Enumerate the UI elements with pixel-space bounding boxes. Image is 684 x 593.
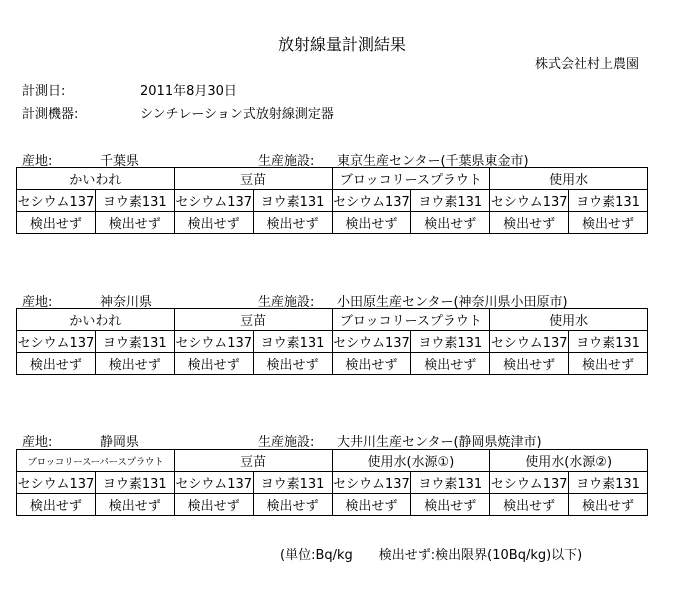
result-cell: 検出せず: [253, 494, 332, 516]
company-name: 株式会社村上農園: [534, 57, 639, 72]
facility-value: 大井川生産センター(静岡県焼津市): [337, 435, 542, 450]
product-header: 使用水: [490, 168, 648, 190]
product-header: 豆苗: [174, 168, 332, 190]
product-header: かいわれ: [17, 168, 175, 190]
iodine-header: ヨウ素131: [569, 331, 648, 353]
result-cell: 検出せず: [95, 353, 174, 375]
device-label: 計測機器:: [22, 107, 79, 122]
result-cell: 検出せず: [332, 494, 411, 516]
result-cell: 検出せず: [253, 212, 332, 234]
iodine-header: ヨウ素131: [411, 190, 490, 212]
iodine-header: ヨウ素131: [95, 331, 174, 353]
result-cell: 検出せず: [253, 353, 332, 375]
product-header: 使用水(水源①): [332, 450, 490, 472]
results-table-chiba: [16, 167, 648, 234]
result-row: [17, 494, 648, 516]
footnote: (単位:Bq/kg 検出せず:検出限界(10Bq/kg)以下): [280, 548, 583, 563]
result-cell: 検出せず: [17, 494, 96, 516]
result-cell: 検出せず: [332, 353, 411, 375]
facility-value: 東京生産センター(千葉県東金市): [337, 154, 529, 169]
result-cell: 検出せず: [569, 353, 648, 375]
isotope-row: [17, 331, 648, 353]
facility-label: 生産施設:: [258, 295, 315, 310]
result-cell: 検出せず: [411, 212, 490, 234]
result-cell: 検出せず: [174, 212, 253, 234]
cesium-header: セシウム137: [17, 331, 96, 353]
result-cell: 検出せず: [332, 212, 411, 234]
origin-label: 産地:: [22, 295, 53, 310]
device-value: シンチレーション式放射線測定器: [140, 107, 334, 122]
result-cell: 検出せず: [569, 212, 648, 234]
cesium-header: セシウム137: [332, 472, 411, 494]
page-title: 放射線量計測結果: [277, 35, 406, 54]
isotope-row: [17, 190, 648, 212]
origin-value: 千葉県: [100, 154, 140, 169]
product-header-row: [17, 450, 648, 472]
product-header: ブロッコリースーパースプラウト: [17, 450, 175, 472]
cesium-header: セシウム137: [174, 190, 253, 212]
origin-label: 産地:: [22, 154, 53, 169]
cesium-header: セシウム137: [490, 331, 569, 353]
product-header: 豆苗: [174, 450, 332, 472]
iodine-header: ヨウ素131: [95, 472, 174, 494]
result-cell: 検出せず: [569, 494, 648, 516]
product-header: 使用水(水源②): [490, 450, 648, 472]
result-cell: 検出せず: [95, 212, 174, 234]
product-header: 豆苗: [174, 309, 332, 331]
iodine-header: ヨウ素131: [411, 331, 490, 353]
isotope-row: [17, 472, 648, 494]
result-cell: 検出せず: [490, 494, 569, 516]
facility-label: 生産施設:: [258, 435, 315, 450]
result-cell: 検出せず: [174, 494, 253, 516]
cesium-header: セシウム137: [174, 472, 253, 494]
result-cell: 検出せず: [17, 212, 96, 234]
product-header-row: [17, 168, 648, 190]
origin-value: 神奈川県: [100, 295, 153, 310]
date-label: 計測日:: [22, 84, 66, 99]
product-header: ブロッコリースプラウト: [332, 168, 490, 190]
date-value: 2011年8月30日: [140, 84, 237, 99]
result-cell: 検出せず: [490, 353, 569, 375]
origin-value: 静岡県: [100, 435, 140, 450]
facility-value: 小田原生産センター(神奈川県小田原市): [337, 295, 568, 310]
facility-label: 生産施設:: [258, 154, 315, 169]
product-header: かいわれ: [17, 309, 175, 331]
cesium-header: セシウム137: [332, 190, 411, 212]
result-cell: 検出せず: [411, 353, 490, 375]
iodine-header: ヨウ素131: [253, 190, 332, 212]
cesium-header: セシウム137: [17, 190, 96, 212]
cesium-header: セシウム137: [174, 331, 253, 353]
iodine-header: ヨウ素131: [95, 190, 174, 212]
results-table-kanagawa: [16, 308, 648, 375]
cesium-header: セシウム137: [490, 472, 569, 494]
iodine-header: ヨウ素131: [253, 331, 332, 353]
result-cell: 検出せず: [411, 494, 490, 516]
product-header: 使用水: [490, 309, 648, 331]
origin-label: 産地:: [22, 435, 53, 450]
cesium-header: セシウム137: [490, 190, 569, 212]
result-cell: 検出せず: [174, 353, 253, 375]
iodine-header: ヨウ素131: [411, 472, 490, 494]
results-table-shizuoka: [16, 449, 648, 516]
result-cell: 検出せず: [490, 212, 569, 234]
result-cell: 検出せず: [17, 353, 96, 375]
product-header: ブロッコリースプラウト: [332, 309, 490, 331]
iodine-header: ヨウ素131: [569, 190, 648, 212]
cesium-header: セシウム137: [332, 331, 411, 353]
product-header-row: [17, 309, 648, 331]
iodine-header: ヨウ素131: [569, 472, 648, 494]
iodine-header: ヨウ素131: [253, 472, 332, 494]
result-cell: 検出せず: [95, 494, 174, 516]
result-row: [17, 353, 648, 375]
cesium-header: セシウム137: [17, 472, 96, 494]
result-row: [17, 212, 648, 234]
